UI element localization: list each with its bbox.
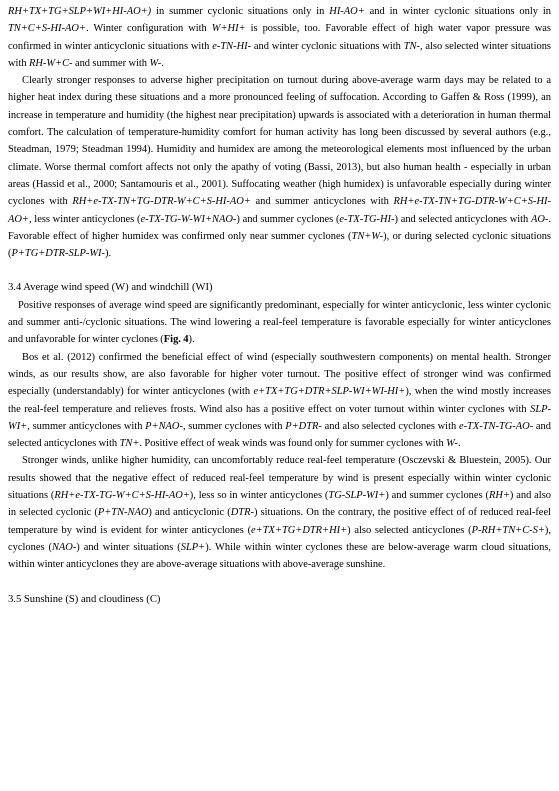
formula-text: SLP+ — [180, 541, 206, 553]
formula-text: AO- — [530, 213, 549, 225]
body-text: ) also selected anticyclones ( — [347, 524, 472, 536]
section-heading-3-4: 3.4 Average wind speed (W) and windchill (WI) — [8, 282, 213, 294]
body-text: is possible, too. Favorable effect of high water vapor pressure was confirmed in winter anticyclonic situations with — [8, 23, 551, 52]
formula-text: e+TX+TG+DTR+SLP-WI+WI-HI+ — [253, 386, 406, 398]
formula-text: TN+C+S-HI-AO+ — [8, 23, 86, 35]
formula-text: P+TN-NAO — [97, 507, 149, 519]
formula-text: W- — [446, 438, 458, 450]
body-text: , also selected winter situations with — [8, 40, 551, 69]
body-text: and winter cyclonic situations with — [251, 40, 404, 52]
paragraph-4 — [8, 349, 551, 453]
body-text: ), cyclones ( — [8, 524, 551, 553]
body-text: , summer anticyclones with — [27, 420, 146, 432]
formula-text: RH+e-TX-TN+TG-DTR-W+C+S-HI-AO+ — [72, 196, 251, 208]
body-text: , less winter anticyclones ( — [28, 213, 141, 225]
formula-text: RH+TX+TG+SLP+WI+HI-AO+) — [8, 6, 152, 17]
body-text: ), when the wind mostly increases the real-feel temperature and relieves frosts. Wind also has a positive effect on voter turnout within winter cyclones with — [8, 386, 551, 415]
paragraph-5 — [8, 452, 551, 573]
formula-text: RH+ — [488, 490, 510, 502]
body-text: ), or during selected cyclonic situations ( — [8, 230, 551, 260]
body-text: Bos et al. (2012) confirmed the beneficial effect of wind (especially southwestern components) on mental health. Stronger winds, as our results show, are also favorable for higher voter turnout. The positive effect of stronger wind was confirmed especially (understandably) for winter anticyclones (with — [8, 351, 551, 398]
formula-text: TG-SLP-WI+ — [328, 490, 386, 502]
body-text: ) and winter situations ( — [76, 541, 181, 553]
body-text: ) and also in selected cyclonic ( — [8, 490, 551, 519]
body-text: Stronger winds, unlike higher humidity, can uncomfortably reduce real-feel temperature (Osczevski & Bluestein, 2005). Our results showed that the negative effect of reduced real-feel temperature by wind is present especially within winter cyclonic situations ( — [8, 455, 551, 502]
formula-text: e+TX+TG+DTR+HI+ — [251, 524, 348, 536]
figure-reference: Fig. 4 — [163, 334, 189, 346]
formula-text: RH-W+C- — [28, 57, 73, 69]
formula-text: P+DTR- — [285, 420, 322, 432]
formula-text: P+NAO- — [145, 420, 183, 432]
body-text: ) and summer cyclones ( — [236, 213, 340, 225]
formula-text: DTR- — [230, 507, 254, 519]
body-text: and selected anticyclones with — [8, 420, 551, 450]
body-text: Clearly stronger responses to adverse higher precipitation on turnout during above-average warm days may be related to a higher heat index during these situations and a more pronounced feeling of suffocation. According to Gaffen & Ross (1999), an increase in temperature and humidity (the highest near precipitation) upwards is associated with a deterioration in human thermal comfort. The calculation of temperature-humidity comfort for human activity has long been discussed by several authors (e.g., Steadman, 1979; Steadman 1994). Humidity and humidex are among the meteorological elements most influenced by the urban climate. Worse thermal comfort affects not only the apathy of voting (Bassi, 2013), but also human health - especially in urban areas (Hassid et al., 2000; Santamouris et al., 2001). Suffocating weather (high humidex) is unfavorable especially during winter cyclones with — [8, 75, 551, 208]
body-text: ). — [105, 248, 112, 260]
body-text: and summer with — [72, 57, 150, 69]
body-text: Positive responses of average wind speed are significantly predominant, especially for winter anticyclonic, less winter cyclonic and summer anti-/cyclonic situations. The wind lowering a real-feel temperature is favorable especially for winter anticyclones and unfavorable for winter cyclones ( — [8, 299, 551, 346]
formula-text: e-TX-TG-HI- — [339, 213, 395, 225]
body-text: . — [457, 438, 461, 450]
body-text: and in winter cyclonic situations only in — [364, 6, 551, 17]
body-text: ). — [188, 334, 195, 346]
spacer — [8, 574, 551, 591]
section-heading-3-5: 3.5 Sunshine (S) and cloudiness (C) — [8, 593, 161, 605]
formula-text: NAO- — [51, 541, 77, 553]
formula-text: TN+W- — [351, 230, 384, 242]
body-text: ) and summer cyclones ( — [385, 490, 489, 502]
formula-text: SLP-WI+ — [8, 403, 551, 432]
formula-text: P+TG+DTR-SLP-WI- — [11, 248, 106, 260]
body-text: ) and anticyclonic ( — [148, 507, 231, 519]
formula-text: W- — [149, 57, 162, 69]
paragraph-1 — [8, 3, 551, 72]
formula-text: e-TX-TG-W-WI+NAO- — [140, 213, 237, 225]
formula-text: P-RH+TN+C-S+ — [471, 524, 545, 536]
formula-text: W+HI+ — [211, 23, 246, 35]
body-text: . Winter configuration with — [85, 23, 212, 35]
body-text: . Favorable effect of higher humidex was confirmed only near summer cyclones ( — [8, 213, 551, 242]
body-text: , summer cyclones with — [182, 420, 286, 432]
formula-text: RH+e-TX-TN+TG-DTR-W+C+S-HI-AO+ — [8, 196, 551, 225]
formula-text: RH+e-TX-TG-W+C+S-HI-AO+ — [54, 490, 190, 502]
body-text: ), less so in winter anticyclones ( — [189, 490, 329, 502]
formula-text: e-TN-HI- — [212, 40, 252, 52]
body-text: ) situations. On the contrary, the positive effect of of reduced real-feel temperature by wind is evident for winter anticyclones ( — [8, 507, 551, 536]
body-text: . Positive effect of weak winds was found only for summer cyclones with — [139, 438, 447, 450]
formula-text: TN- — [403, 40, 420, 52]
document-page — [8, 3, 551, 608]
body-text: and also selected cyclones with — [321, 420, 459, 432]
paragraph-2 — [8, 72, 551, 262]
body-text: and summer anticyclones with — [250, 196, 394, 208]
spacer — [8, 262, 551, 279]
body-text: . — [161, 57, 164, 69]
formula-text: HI-AO+ — [329, 6, 365, 17]
body-text: in summer cyclonic situations only in — [151, 6, 330, 17]
body-text: ) and selected anticyclones with — [394, 213, 531, 225]
formula-text: TN+ — [119, 438, 140, 450]
paragraph-3 — [8, 297, 551, 349]
body-text: ). While within winter cyclones these are below-average warm cloud situations, within winter anticyclones they are above-average situations with above-average sunshine. — [8, 541, 552, 571]
formula-text: e-TX-TN-TG-AO- — [458, 420, 534, 432]
